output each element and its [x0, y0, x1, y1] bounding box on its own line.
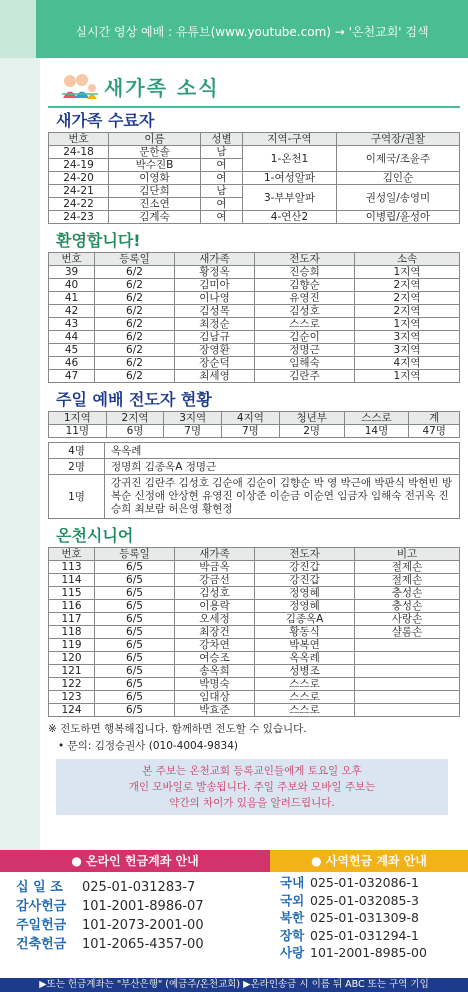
cell: 6/5	[95, 678, 175, 691]
cell: 1-여성알파	[243, 172, 337, 185]
cell: 4-연산2	[243, 211, 337, 224]
cell: 진승희	[255, 266, 355, 279]
cell: 6/2	[95, 331, 175, 344]
cell: 박수진B	[109, 159, 201, 172]
cell: 오세정	[175, 613, 255, 626]
cell: 47	[49, 370, 95, 383]
cell: 114	[49, 574, 95, 587]
cell: 6/2	[95, 279, 175, 292]
cell: 강귀진 김란주 김성호 김순애 김순이 김향순 박 영 박근애 박판식 박현빈 방복순 신정애 안상현 유영진 이상준 이순금 이순연 임금자 임해숙 전귀옥 진승희 최보람 허은영 황현정	[105, 475, 460, 519]
cell: 115	[49, 587, 95, 600]
cell: 강진갑	[255, 561, 355, 574]
cell: 김계숙	[109, 211, 201, 224]
cell: 절제손	[355, 574, 460, 587]
graduates-table	[48, 132, 460, 224]
cell: 122	[49, 678, 95, 691]
seniors-title: 온천시니어	[56, 526, 134, 545]
col-header: 1지역	[49, 412, 107, 425]
cell: 이병립/윤성아	[337, 211, 460, 224]
cell: 24-23	[49, 211, 109, 224]
account-row	[280, 892, 468, 910]
cell: 4명	[49, 443, 105, 459]
account-row	[16, 935, 266, 954]
cell: 6/2	[95, 370, 175, 383]
table-row	[49, 587, 460, 600]
cell: 박금옥	[175, 561, 255, 574]
table-row	[49, 185, 460, 198]
table-row	[49, 459, 460, 475]
cell	[355, 704, 460, 717]
welcome-title: 환영합니다!	[56, 231, 141, 250]
cell: 장영환	[175, 344, 255, 357]
table-row	[49, 344, 460, 357]
account-label: 감사헌금	[16, 899, 67, 914]
cell: 장순덕	[175, 357, 255, 370]
cell: 문한솔	[109, 146, 201, 159]
mobile-notice-box	[56, 759, 448, 815]
cell: 6/2	[95, 305, 175, 318]
table-row	[49, 561, 460, 574]
cell	[355, 652, 460, 665]
cell: 6/5	[95, 691, 175, 704]
cell: 6/5	[95, 665, 175, 678]
news-title: 새가족 소식	[104, 76, 220, 100]
cell: 43	[49, 318, 95, 331]
cell: 정명근	[255, 344, 355, 357]
account-row	[16, 916, 266, 935]
col-header: 지역-구역	[243, 133, 337, 146]
cell: 김종옥A	[255, 613, 355, 626]
cell: 샬롬손	[355, 626, 460, 639]
cell: 이나영	[175, 292, 255, 305]
account-number: 025-01-031283-7	[82, 880, 196, 895]
cell: 황동식	[255, 626, 355, 639]
cell: 송옥희	[175, 665, 255, 678]
account-row	[280, 927, 468, 945]
col-header: 성별	[201, 133, 243, 146]
col-header: 소속	[355, 253, 460, 266]
note-line: ※ 전도하면 행복해집니다. 함께하면 전도할 수 있습니다.	[48, 723, 307, 735]
cell: 진소연	[109, 198, 201, 211]
cell: 44	[49, 331, 95, 344]
table-header-row	[49, 412, 460, 425]
cell: 6명	[106, 425, 164, 438]
cell: 이영화	[109, 172, 201, 185]
top-banner	[0, 0, 468, 58]
cell: 최장건	[175, 626, 255, 639]
account-label: 건축헌금	[16, 937, 67, 952]
account-number: 025-01-032086-1	[310, 875, 419, 890]
cell: 6/2	[95, 357, 175, 370]
col-header: 새가족	[175, 548, 255, 561]
cell: 121	[49, 665, 95, 678]
account-number: 025-01-031294-1	[310, 927, 419, 943]
account-number: 101-2001-8985-00	[310, 945, 427, 960]
cell: 6/2	[95, 344, 175, 357]
col-header: 등록일	[95, 253, 175, 266]
welcome-table	[48, 252, 460, 383]
cell: 116	[49, 600, 95, 613]
cell: 117	[49, 613, 95, 626]
col-header: 스스로	[344, 412, 409, 425]
welcome-section	[48, 230, 460, 383]
cell: 6/5	[95, 652, 175, 665]
col-header: 2지역	[106, 412, 164, 425]
col-header: 3지역	[164, 412, 222, 425]
table-row	[49, 266, 460, 279]
col-header: 새가족	[175, 253, 255, 266]
account-label: 국외	[280, 892, 305, 908]
cell: 유영진	[255, 292, 355, 305]
cell: 6/5	[95, 704, 175, 717]
online-accounts-title: ● 온라인 헌금계좌 안내	[0, 850, 270, 872]
header-text: 실시간 영상 예배 : 유튜브(www.youtube.com) → '온천교회' 검색	[75, 25, 429, 39]
cell: 스스로	[255, 678, 355, 691]
cell: 여	[201, 198, 243, 211]
banner-side	[0, 0, 36, 58]
cell: 김성호	[175, 587, 255, 600]
table-row	[49, 357, 460, 370]
table-row	[49, 475, 460, 519]
accounts-section	[0, 850, 468, 992]
cell: 1-온천1	[243, 146, 337, 172]
cell: 2명	[49, 459, 105, 475]
online-accounts-list	[16, 878, 266, 954]
cell: 113	[49, 561, 95, 574]
table-row	[49, 626, 460, 639]
cell: 6/5	[95, 626, 175, 639]
cell: 40	[49, 279, 95, 292]
table-row	[49, 652, 460, 665]
cell: 47명	[409, 425, 460, 438]
cell: 120	[49, 652, 95, 665]
table-row	[49, 292, 460, 305]
graduates-title: 새가족 수료자	[56, 111, 155, 130]
cell: 사랑손	[355, 613, 460, 626]
col-header: 계	[409, 412, 460, 425]
cell: 황정옥	[175, 266, 255, 279]
cell	[355, 691, 460, 704]
cell: 김성호	[255, 305, 355, 318]
table-row	[49, 318, 460, 331]
cell: 이제국/조윤주	[337, 146, 460, 172]
cell: 118	[49, 626, 95, 639]
col-header: 이름	[109, 133, 201, 146]
table-row	[49, 425, 460, 438]
region-accounts-list	[280, 874, 468, 962]
cell: 김성목	[175, 305, 255, 318]
col-header: 번호	[49, 253, 95, 266]
cell: 여	[201, 159, 243, 172]
table-row	[49, 704, 460, 717]
cell: 김향순	[255, 279, 355, 292]
cell: 김란주	[255, 370, 355, 383]
table-row	[49, 678, 460, 691]
cell: 남	[201, 146, 243, 159]
cell: 6/2	[95, 266, 175, 279]
table-row	[49, 146, 460, 159]
cell: 김단희	[109, 185, 201, 198]
account-number: 025-01-032085-3	[310, 892, 419, 908]
cell: 6/5	[95, 639, 175, 652]
cell: 최세영	[175, 370, 255, 383]
account-label: 장학	[280, 927, 305, 943]
cell: 여승조	[175, 652, 255, 665]
cell: 124	[49, 704, 95, 717]
cell: 11명	[49, 425, 107, 438]
cell: 24-19	[49, 159, 109, 172]
account-label: 사랑	[280, 945, 305, 960]
cell: 박복연	[255, 639, 355, 652]
evangelists-list-table	[48, 442, 460, 519]
cell: 6/2	[95, 318, 175, 331]
cell: 24-20	[49, 172, 109, 185]
table-row	[49, 211, 460, 224]
cell: 김순이	[255, 331, 355, 344]
cell: 1지역	[355, 266, 460, 279]
account-number: 101-2065-4357-00	[82, 937, 204, 952]
cell: 박명숙	[175, 678, 255, 691]
cell: 임해숙	[255, 357, 355, 370]
cell	[355, 639, 460, 652]
cell: 46	[49, 357, 95, 370]
cell: 강진갑	[255, 574, 355, 587]
col-header: 전도자	[255, 253, 355, 266]
news-title-block	[48, 58, 460, 104]
account-row	[16, 878, 266, 897]
col-header: 청년부	[279, 412, 344, 425]
cell: 119	[49, 639, 95, 652]
col-header: 등록일	[95, 548, 175, 561]
cell: 6/5	[95, 600, 175, 613]
table-header-row	[49, 133, 460, 146]
cell: 정영혜	[255, 587, 355, 600]
table-header-row	[49, 548, 460, 561]
table-row	[49, 172, 460, 185]
col-header: 구역장/권찰	[337, 133, 460, 146]
cell: 41	[49, 292, 95, 305]
table-row	[49, 600, 460, 613]
cell: 여	[201, 211, 243, 224]
cell: 3지역	[355, 331, 460, 344]
cell: 2명	[279, 425, 344, 438]
cell: 45	[49, 344, 95, 357]
cell: 김인순	[337, 172, 460, 185]
account-number: 101-2001-8986-07	[82, 899, 204, 914]
cell: 6/5	[95, 561, 175, 574]
cell: 24-21	[49, 185, 109, 198]
cell: 스스로	[255, 691, 355, 704]
table-row	[49, 370, 460, 383]
cell: 강금선	[175, 574, 255, 587]
col-header: 4지역	[222, 412, 280, 425]
cell: 스스로	[255, 318, 355, 331]
col-header: 번호	[49, 548, 95, 561]
table-row	[49, 305, 460, 318]
title-underline	[48, 106, 460, 108]
cell: 옥옥례	[105, 443, 460, 459]
table-row	[49, 639, 460, 652]
evangelists-summary-table	[48, 411, 460, 438]
table-row	[49, 691, 460, 704]
account-number: 101-2073-2001-00	[82, 918, 204, 933]
account-row	[280, 909, 468, 927]
cell: 7명	[164, 425, 222, 438]
cell: 6/5	[95, 574, 175, 587]
cell: 3지역	[355, 344, 460, 357]
account-label: 북한	[280, 910, 305, 925]
notice-line: 개인 모바일로 발송됩니다. 주일 주보와 모바일 주보는	[128, 781, 376, 793]
cell	[355, 665, 460, 678]
family-icon	[60, 72, 100, 100]
col-header: 전도자	[255, 548, 355, 561]
cell: 남	[201, 185, 243, 198]
table-row	[49, 279, 460, 292]
account-label: 국내	[280, 875, 305, 890]
cell: 1지역	[355, 318, 460, 331]
account-row	[280, 944, 468, 962]
cell: 2지역	[355, 305, 460, 318]
seniors-table	[48, 547, 460, 717]
contact-line: • 문의: 김정승권사 (010-4004-9834)	[58, 740, 238, 752]
cell: 6/2	[95, 292, 175, 305]
cell: 절제손	[355, 561, 460, 574]
account-row	[280, 874, 468, 892]
cell: 24-22	[49, 198, 109, 211]
cell: 6/5	[95, 613, 175, 626]
cell: 임대상	[175, 691, 255, 704]
account-row	[16, 897, 266, 916]
col-header: 번호	[49, 133, 109, 146]
cell	[355, 678, 460, 691]
table-row	[49, 613, 460, 626]
cell: 정명희 김종옥A 정명근	[105, 459, 460, 475]
table-row	[49, 443, 460, 459]
cell: 1명	[49, 475, 105, 519]
table-row	[49, 665, 460, 678]
cell: 김미아	[175, 279, 255, 292]
cell: 박효준	[175, 704, 255, 717]
cell: 14명	[344, 425, 409, 438]
cell: 2지역	[355, 292, 460, 305]
col-header: 비고	[355, 548, 460, 561]
cell: 강차연	[175, 639, 255, 652]
notice-line: 약간의 차이가 있음을 알려드립니다.	[169, 797, 335, 809]
cell: 42	[49, 305, 95, 318]
account-label: 십 일 조	[16, 880, 63, 895]
table-header-row	[49, 253, 460, 266]
cell: 6/5	[95, 587, 175, 600]
main-content	[48, 58, 460, 815]
cell: 충성손	[355, 600, 460, 613]
cell: 3-부부알파	[243, 185, 337, 211]
cell: 김남규	[175, 331, 255, 344]
cell: 7명	[222, 425, 280, 438]
cell: 정영혜	[255, 600, 355, 613]
region-accounts-title: ● 사역헌금 계좌 안내	[270, 850, 468, 872]
notice-line: 본 주보는 온천교회 등록교인들에게 토요일 오후	[142, 765, 362, 777]
cell: 스스로	[255, 704, 355, 717]
cell: 최정순	[175, 318, 255, 331]
footer-note: ▶또는 헌금계좌는 "부산은행" (예금주/온천교회) ▶온라인송금 시 이름 뒤 ABC 또는 구역 기입	[0, 978, 468, 992]
cell: 여	[201, 172, 243, 185]
cell: 권성일/송영미	[337, 185, 460, 211]
account-number: 025-01-031309-8	[310, 910, 419, 925]
left-strip	[0, 58, 40, 850]
account-label: 주일헌금	[16, 918, 67, 933]
cell: 2지역	[355, 279, 460, 292]
cell: 123	[49, 691, 95, 704]
cell: 1지역	[355, 370, 460, 383]
cell: 충성손	[355, 587, 460, 600]
evangelists-title: 주일 예배 전도자 현황	[56, 390, 212, 409]
cell: 성병조	[255, 665, 355, 678]
evangelists-section	[48, 389, 460, 519]
cell: 옥옥례	[255, 652, 355, 665]
graduates-section	[48, 110, 460, 224]
table-row	[49, 331, 460, 344]
seniors-section	[48, 525, 460, 717]
cell: 39	[49, 266, 95, 279]
cell: 4지역	[355, 357, 460, 370]
cell: 24-18	[49, 146, 109, 159]
cell: 이용락	[175, 600, 255, 613]
table-row	[49, 574, 460, 587]
